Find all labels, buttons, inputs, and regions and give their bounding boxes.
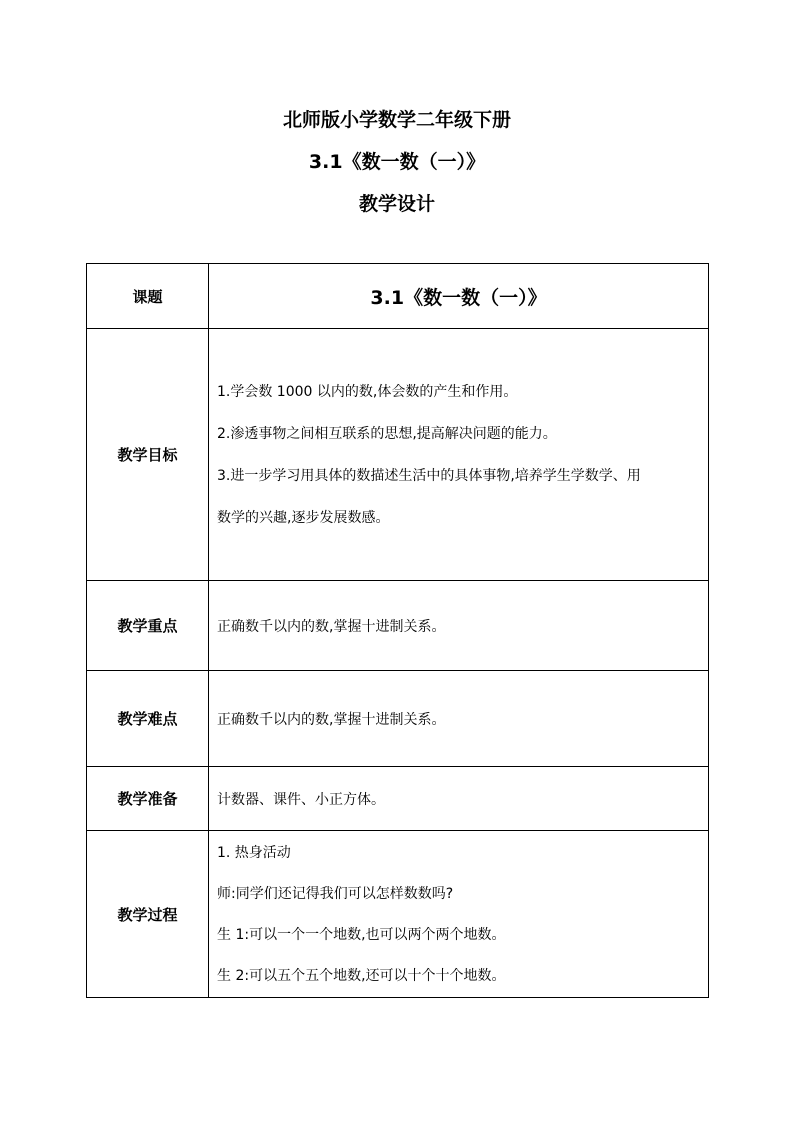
topic-label: 课题 (87, 264, 209, 329)
objectives-content (209, 329, 709, 581)
row-process (87, 831, 709, 998)
document-subtitle: 教学设计 (358, 193, 435, 215)
row-difficulties (87, 671, 709, 767)
objective-item: 1.学会数 1000 以内的数,体会数的产生和作用。 (217, 383, 518, 400)
key-points-value: 正确数千以内的数,掌握十进制关系。 (209, 581, 709, 671)
lesson-plan-table (86, 263, 709, 998)
lesson-title: 3.1《数一数（一）》 (308, 151, 486, 173)
difficulties-value: 正确数千以内的数,掌握十进制关系。 (209, 671, 709, 767)
process-item: 师:同学们还记得我们可以怎样数数吗? (217, 885, 454, 902)
row-key-points (87, 581, 709, 671)
objective-item: 3.进一步学习用具体的数描述生活中的具体事物,培养学生学数学、用 (217, 467, 641, 484)
objective-item: 2.渗透事物之间相互联系的思想,提高解决问题的能力。 (217, 425, 557, 442)
process-item: 1. 热身活动 (217, 844, 291, 861)
process-content (209, 831, 709, 998)
topic-value: 3.1《数一数（一）》 (209, 264, 709, 329)
process-label: 教学过程 (87, 831, 209, 998)
preparation-label: 教学准备 (87, 767, 209, 831)
document-title: 北师版小学数学二年级下册 (282, 109, 511, 131)
row-objectives (87, 329, 709, 581)
row-topic (87, 264, 709, 329)
difficulties-label: 教学难点 (87, 671, 209, 767)
objective-item: 数学的兴趣,逐步发展数感。 (217, 509, 390, 526)
key-points-label: 教学重点 (87, 581, 209, 671)
objectives-label: 教学目标 (87, 329, 209, 581)
row-preparation (87, 767, 709, 831)
process-item: 生 2:可以五个五个地数,还可以十个十个地数。 (217, 967, 506, 984)
process-item: 生 1:可以一个一个地数,也可以两个两个地数。 (217, 926, 506, 943)
preparation-value: 计数器、课件、小正方体。 (209, 767, 709, 831)
